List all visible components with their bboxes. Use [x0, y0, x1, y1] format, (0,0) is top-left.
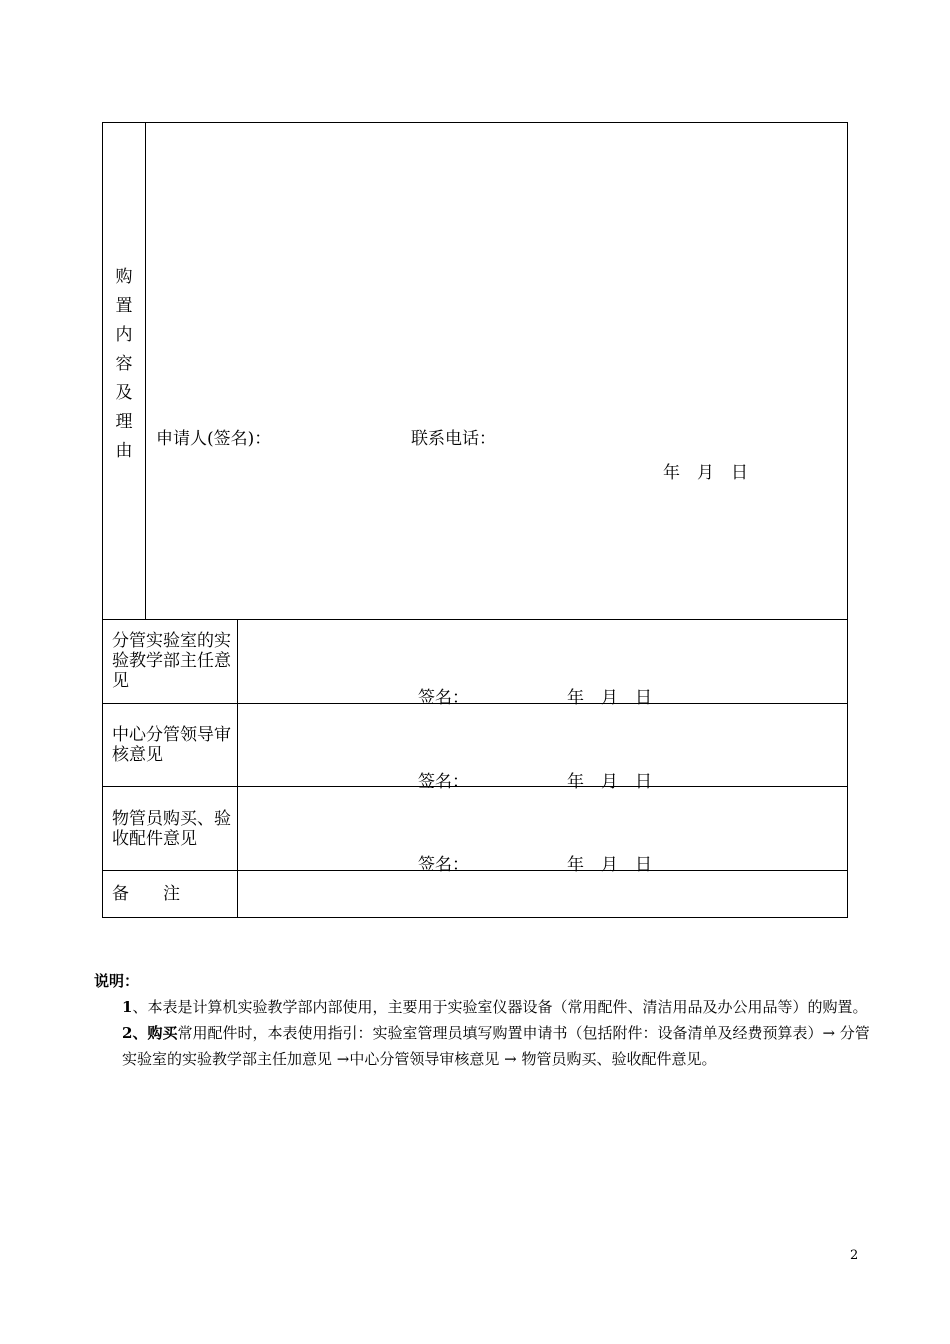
row-separator — [103, 786, 847, 787]
lower-rows-divider — [237, 619, 238, 917]
remarks-label: 备 注 — [112, 884, 180, 904]
director-sign-label: 签名： — [418, 688, 469, 708]
note-item-2 — [94, 1020, 874, 1072]
row-separator — [103, 870, 847, 871]
row-separator — [103, 703, 847, 704]
director-date-label: 年 月 日 — [567, 688, 652, 708]
top-section-divider — [145, 123, 146, 619]
phone-label: 联系电话： — [411, 429, 496, 449]
leader-review-label: 中心分管领导审核意见 — [112, 725, 231, 765]
note-item-1 — [94, 994, 874, 1020]
label-char: 及 — [115, 383, 133, 403]
purchase-content-reason-label — [103, 263, 145, 466]
note-text: 常用配件时，本表使用指引：实验室管理员填写购置申请书（包括附件：设备清单及经费预算表）→ 分管实验室的实验教学部主任加意见 →中心分管领导审核意见 → 物管员购买、验收配件意见。 — [122, 1024, 870, 1068]
note-number: 1 — [122, 998, 133, 1016]
page-number: 2 — [850, 1248, 859, 1263]
director-opinion-label: 分管实验室的实验教学部主任意见 — [112, 631, 231, 691]
label-char: 置 — [115, 296, 133, 316]
purchase-form-table — [102, 122, 848, 918]
leader-sign-label: 签名： — [418, 772, 469, 792]
material-manager-date-label: 年 月 日 — [567, 855, 652, 875]
label-char: 容 — [115, 354, 133, 374]
notes-title: 说明： — [94, 972, 140, 990]
note-emphasis: 、购买 — [132, 1024, 178, 1042]
note-number: 2 — [122, 1024, 133, 1042]
notes-section — [94, 968, 874, 1072]
material-manager-opinion-label: 物管员购买、验收配件意见 — [112, 809, 231, 849]
applicant-date-label: 年 月 日 — [663, 463, 748, 483]
row-separator — [103, 619, 847, 620]
label-char: 购 — [115, 267, 133, 287]
leader-date-label: 年 月 日 — [567, 772, 652, 792]
note-text: 、本表是计算机实验教学部内部使用，主要用于实验室仪器设备（常用配件、清洁用品及办公用品等）的购置。 — [132, 998, 868, 1016]
applicant-signature-label: 申请人(签名)： — [156, 429, 272, 449]
label-char: 由 — [115, 441, 133, 461]
material-manager-sign-label: 签名： — [418, 855, 469, 875]
label-char: 内 — [115, 325, 133, 345]
label-char: 理 — [115, 412, 133, 432]
